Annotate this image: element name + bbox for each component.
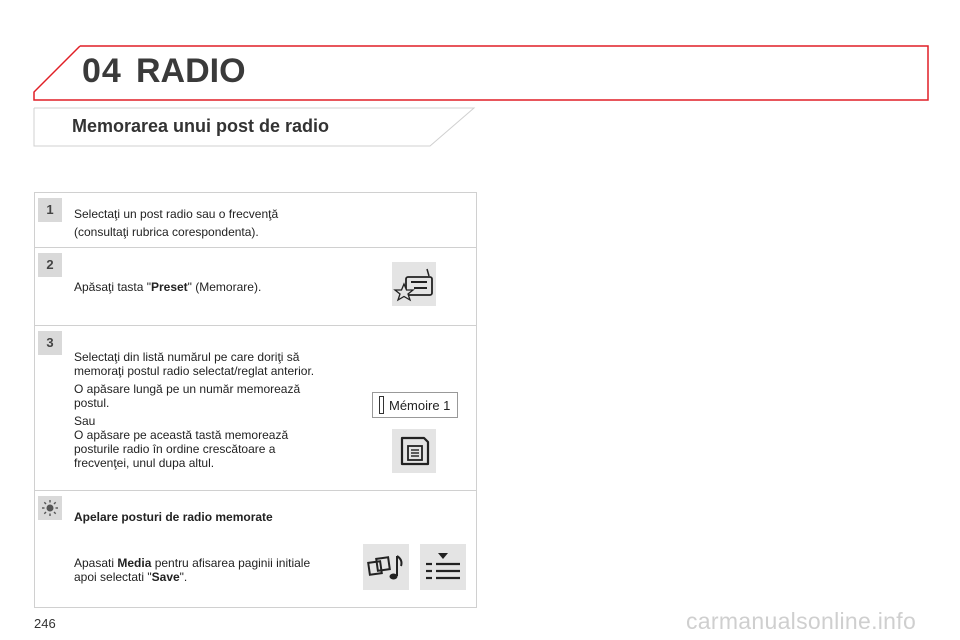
tip-l2-prefix: apoi selectati " xyxy=(74,570,152,584)
section-title: Memorarea unui post de radio xyxy=(72,116,330,136)
preset-list-icon xyxy=(420,544,466,590)
radio-preset-icon xyxy=(392,262,436,306)
memoire-bar-icon xyxy=(379,396,384,414)
step-3-line: frecvenţei, unul dupa altul. xyxy=(74,456,215,470)
step-3-line: O apăsare pe această tastă memorează xyxy=(74,428,289,442)
watermark: carmanualsonline.info xyxy=(686,608,917,634)
preset-keyword: Preset xyxy=(150,280,188,294)
step-3-line: Sau xyxy=(74,414,96,428)
step-3-line: posturile radio în ordine crescătoare a xyxy=(74,442,276,456)
chapter-number: 04 xyxy=(82,52,122,90)
step-1-line-1: Selectaţi un post radio sau o frecvenţă xyxy=(74,207,279,221)
step-1-line-2: (consultaţi rubrica corespondenta). xyxy=(74,225,259,239)
memoire-1-label: Mémoire 1 xyxy=(389,398,451,413)
preset-list-button[interactable] xyxy=(420,544,466,590)
step-badge-2: 2 xyxy=(38,253,62,277)
step-3-line: postul. xyxy=(74,396,110,410)
memoire-1-button[interactable] xyxy=(372,392,458,418)
save-button[interactable] xyxy=(392,429,436,473)
tip-l1-suffix: pentru afisarea paginii initiale xyxy=(151,556,311,570)
step-3-line: Selectaţi din listă numărul pe care doriţi să xyxy=(74,350,300,364)
lightbulb-icon xyxy=(38,496,62,520)
page-number: 246 xyxy=(34,616,56,631)
step-2-text xyxy=(74,280,261,294)
tip-badge xyxy=(38,496,62,520)
chapter-title: RADIO xyxy=(136,52,246,90)
media-keyword: Media xyxy=(117,556,152,570)
step-badge-1: 1 xyxy=(38,198,62,222)
tip-text xyxy=(74,556,310,584)
media-music-icon xyxy=(363,544,409,590)
media-button[interactable] xyxy=(363,544,409,590)
save-floppy-icon xyxy=(392,429,436,473)
step-badge-3: 3 xyxy=(38,331,62,355)
step-2-prefix: Apăsaţi tasta " xyxy=(74,280,151,294)
step-2-suffix: " (Memorare). xyxy=(187,280,262,294)
step-3-line: O apăsare lungă pe un număr memorează xyxy=(74,382,301,396)
tip-l1-prefix: Apasati xyxy=(74,556,118,570)
step-3-line: memoraţi postul radio selectat/reglat anterior. xyxy=(74,364,315,378)
tip-title: Apelare posturi de radio memorate xyxy=(74,510,273,524)
save-keyword: Save xyxy=(151,570,180,584)
preset-button[interactable] xyxy=(392,262,436,306)
step-3-text xyxy=(74,350,314,470)
tip-l2-suffix: ". xyxy=(179,570,188,584)
step-1-text xyxy=(74,207,278,239)
